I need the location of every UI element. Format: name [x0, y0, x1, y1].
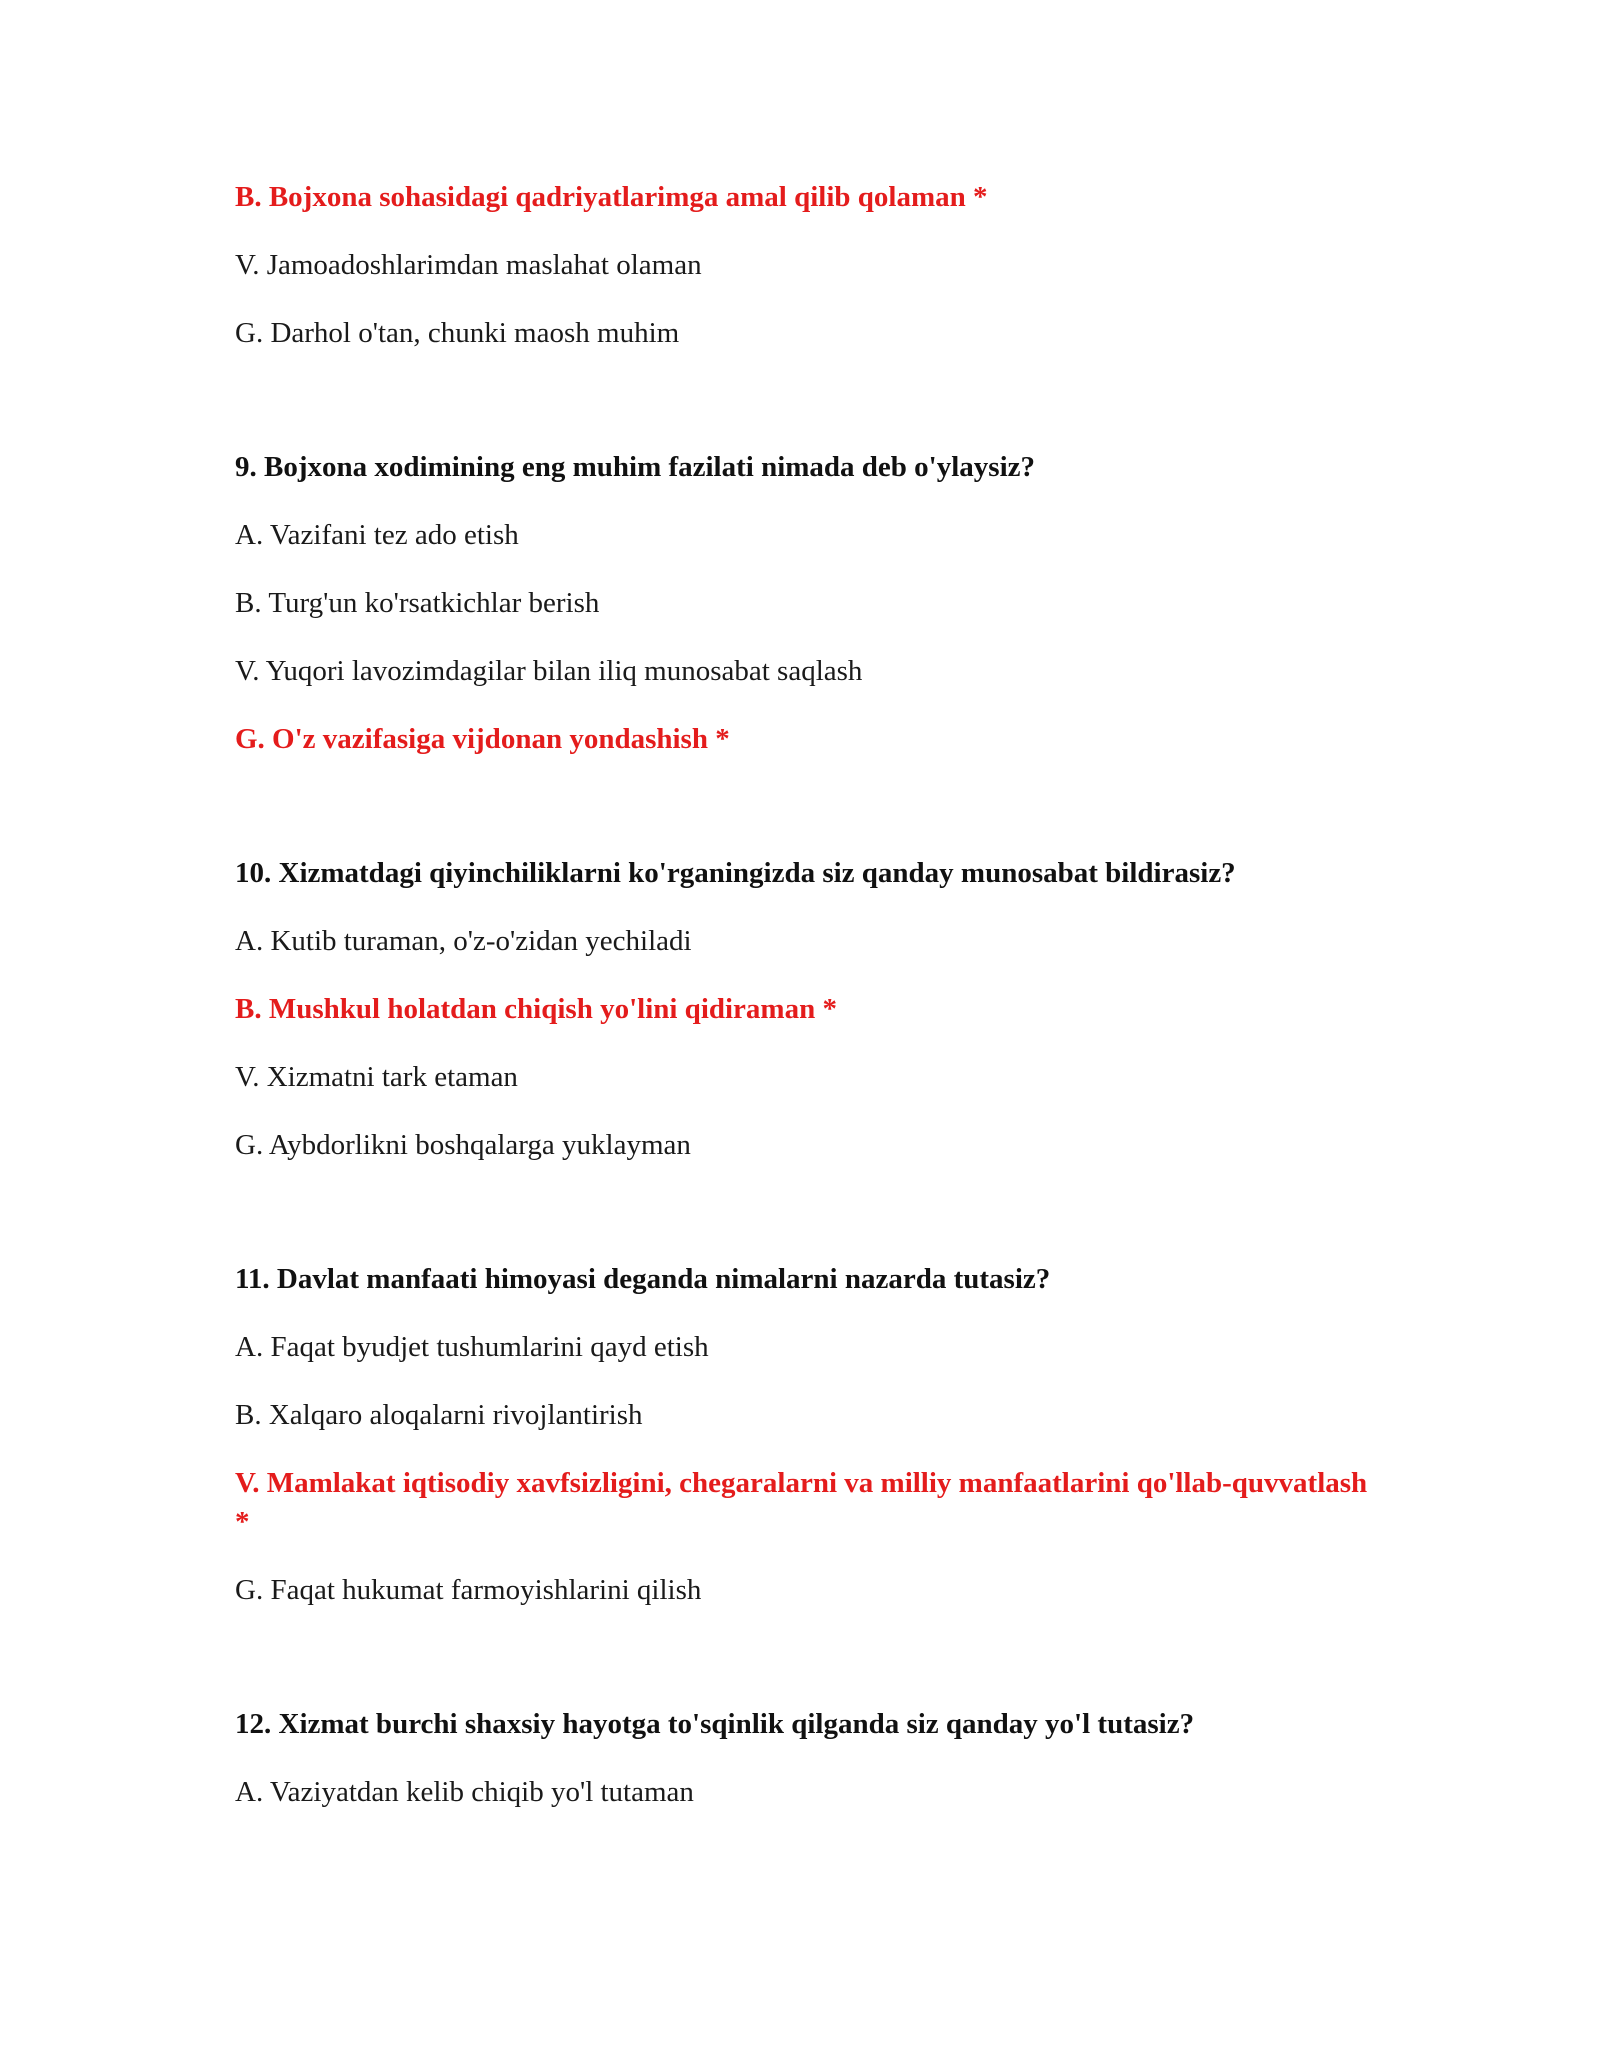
quiz-content — [235, 178, 1375, 1841]
question-12: 12. Xizmat burchi shaxsiy hayotga to'sqinlik qilganda siz qanday yo'l tutasiz? — [235, 1708, 1195, 1740]
option: B. Turg'un ko'rsatkichlar berish — [235, 587, 600, 619]
question-9: 9. Bojxona xodimining eng muhim fazilati nimada deb o'ylaysiz? — [235, 451, 1036, 483]
question-11: 11. Davlat manfaati himoyasi deganda nimalarni nazarda tutasiz? — [235, 1263, 1051, 1295]
option-correct: B. Mushkul holatdan chiqish yo'lini qidiraman * — [235, 993, 837, 1025]
option-correct: G. O'z vazifasiga vijdonan yondashish * — [235, 723, 730, 755]
question-10: 10. Xizmatdagi qiyinchiliklarni ko'rganingizda siz qanday munosabat bildirasiz? — [235, 857, 1236, 889]
option: A. Faqat byudjet tushumlarini qayd etish — [235, 1331, 709, 1363]
option: G. Aybdorlikni boshqalarga yuklayman — [235, 1129, 691, 1161]
option: A. Vazifani tez ado etish — [235, 519, 519, 551]
option: A. Kutib turaman, o'z-o'zidan yechiladi — [235, 925, 692, 957]
option: G. Darhol o'tan, chunki maosh muhim — [235, 317, 680, 349]
option: V. Xizmatni tark etaman — [235, 1061, 518, 1093]
option: V. Jamoadoshlarimdan maslahat olaman — [235, 249, 702, 281]
option: A. Vaziyatdan kelib chiqib yo'l tutaman — [235, 1776, 694, 1808]
option: G. Faqat hukumat farmoyishlarini qilish — [235, 1574, 702, 1606]
option-correct: B. Bojxona sohasidagi qadriyatlarimga amal qilib qolaman * — [235, 181, 988, 213]
option: B. Xalqaro aloqalarni rivojlantirish — [235, 1399, 643, 1431]
option: V. Yuqori lavozimdagilar bilan iliq munosabat saqlash — [235, 655, 863, 687]
option-correct: V. Mamlakat iqtisodiy xavfsizligini, chegaralarni va milliy manfaatlarini qo'llab-quvvatlash * — [235, 1467, 1368, 1538]
